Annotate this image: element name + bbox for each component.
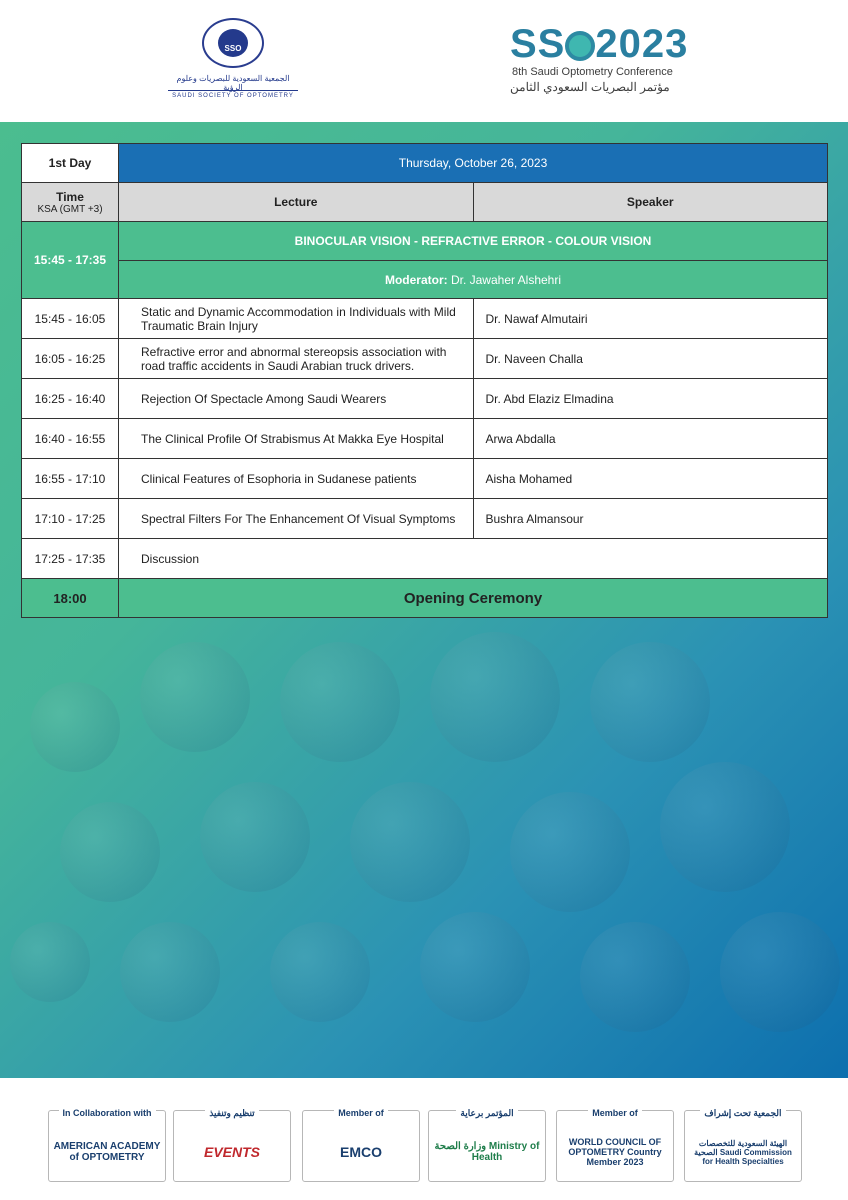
decorative-bubble <box>660 762 790 892</box>
session-title: BINOCULAR VISION - REFRACTIVE ERROR - COLOUR VISION <box>119 222 828 261</box>
conference-year: 2023 <box>595 22 689 66</box>
row-time: 16:05 - 16:25 <box>22 339 119 379</box>
sso-logo <box>168 18 298 104</box>
decorative-bubble <box>120 922 220 1022</box>
lecture-column-header: Lecture <box>119 183 474 222</box>
conference-arabic-title: مؤتمر البصريات السعودي الثامن <box>510 80 670 94</box>
table-row <box>22 339 828 379</box>
page-header <box>0 0 848 122</box>
partner-logo: WORLD COUNCIL OF OPTOMETRY Country Member 2023 <box>568 1137 662 1167</box>
eye-icon <box>565 31 595 61</box>
partner-logo: EMCO <box>340 1144 382 1160</box>
schedule-table <box>21 143 828 618</box>
row-lecture: Rejection Of Spectacle Among Saudi Wearers <box>119 379 474 419</box>
row-speaker: Dr. Naveen Challa <box>473 339 828 379</box>
partner-label: Member of <box>588 1108 642 1118</box>
conference-letters: SS <box>510 22 566 66</box>
partners-footer <box>0 1078 848 1200</box>
session-title-row <box>22 222 828 261</box>
row-speaker: Bushra Almansour <box>473 499 828 539</box>
row-lecture: The Clinical Profile Of Strabismus At Makka Eye Hospital <box>119 419 474 459</box>
table-row <box>22 379 828 419</box>
moderator-label: Moderator: <box>384 272 448 287</box>
decorative-bubble <box>510 792 630 912</box>
speaker-column-header: Speaker <box>473 183 828 222</box>
day-label: 1st Day <box>22 144 119 183</box>
partner-label: تنظيم وتنفيذ <box>205 1108 258 1118</box>
sso-english-name: SAUDI SOCIETY OF OPTOMETRY <box>168 90 298 99</box>
table-row <box>22 419 828 459</box>
sso-eye-icon <box>202 18 264 68</box>
session-time: 15:45 - 17:35 <box>22 222 119 299</box>
decorative-bubble <box>270 922 370 1022</box>
partner-label: المؤتمر برعاية <box>456 1108 517 1118</box>
time-column-header <box>22 183 119 222</box>
decorative-bubble <box>430 632 560 762</box>
partner-box <box>428 1110 546 1182</box>
session-moderator <box>119 261 828 299</box>
row-time: 15:45 - 16:05 <box>22 299 119 339</box>
sso-arabic-name: الجمعية السعودية للبصريات وعلوم الرؤية <box>176 74 290 92</box>
row-time: 16:25 - 16:40 <box>22 379 119 419</box>
row-speaker: Arwa Abdalla <box>473 419 828 459</box>
row-lecture: Clinical Features of Esophoria in Sudanese patients <box>119 459 474 499</box>
row-lecture: Spectral Filters For The Enhancement Of Visual Symptoms <box>119 499 474 539</box>
decorative-bubble <box>200 782 310 892</box>
decorative-bubble <box>580 922 690 1032</box>
row-time: 17:10 - 17:25 <box>22 499 119 539</box>
opening-ceremony-row <box>22 579 828 618</box>
row-time: 16:40 - 16:55 <box>22 419 119 459</box>
partner-logo: وزارة الصحة Ministry of Health <box>434 1141 540 1163</box>
partner-box <box>684 1110 802 1182</box>
decorative-bubble <box>280 642 400 762</box>
decorative-bubble <box>10 922 90 1002</box>
row-speaker: Dr. Nawaf Almutairi <box>473 299 828 339</box>
decorative-bubble <box>350 782 470 902</box>
opening-time: 18:00 <box>22 579 119 618</box>
session-moderator-row <box>22 261 828 299</box>
decorative-bubble <box>420 912 530 1022</box>
row-lecture: Static and Dynamic Accommodation in Individuals with Mild Traumatic Brain Injury <box>119 299 474 339</box>
row-time: 16:55 - 17:10 <box>22 459 119 499</box>
row-speaker: Aisha Mohamed <box>473 459 828 499</box>
partner-box <box>556 1110 674 1182</box>
row-lecture: Refractive error and abnormal stereopsis association with road traffic accidents in Saudi Arabian truck drivers. <box>119 339 474 379</box>
conference-logo <box>510 22 725 102</box>
decorative-bubble <box>590 642 710 762</box>
table-row <box>22 299 828 339</box>
partner-logo: الهيئة السعودية للتخصصات الصحية Saudi Commission for Health Specialties <box>694 1138 792 1166</box>
conference-mark <box>510 22 688 67</box>
row-time: 17:25 - 17:35 <box>22 539 119 579</box>
partner-logo: EVENTS <box>203 1144 260 1160</box>
partner-box <box>173 1110 291 1182</box>
partner-box <box>48 1110 166 1182</box>
table-header-row <box>22 183 828 222</box>
moderator-name: Dr. Jawaher Alshehri <box>450 272 562 287</box>
sso-mark: SSO <box>218 29 248 57</box>
row-speaker: Dr. Abd Elaziz Elmadina <box>473 379 828 419</box>
opening-title: Opening Ceremony <box>119 579 828 618</box>
partner-label: Member of <box>334 1108 388 1118</box>
table-row <box>22 539 828 579</box>
timezone-label: KSA (GMT +3) <box>37 203 103 215</box>
partner-logo: AMERICAN ACADEMY of OPTOMETRY <box>53 1141 161 1163</box>
decorative-bubble <box>30 682 120 772</box>
decorative-bubble <box>60 802 160 902</box>
decorative-bubble <box>720 912 840 1032</box>
time-header-label: Time <box>56 189 84 204</box>
table-row <box>22 459 828 499</box>
partner-box <box>302 1110 420 1182</box>
decorative-bubble <box>140 642 250 752</box>
conference-subtitle: 8th Saudi Optometry Conference <box>512 66 673 78</box>
partner-label: In Collaboration with <box>59 1108 156 1118</box>
table-row <box>22 499 828 539</box>
row-lecture: Discussion <box>119 539 828 579</box>
schedule-date: Thursday, October 26, 2023 <box>119 144 828 183</box>
partner-label: الجمعية تحت إشراف <box>700 1108 785 1118</box>
